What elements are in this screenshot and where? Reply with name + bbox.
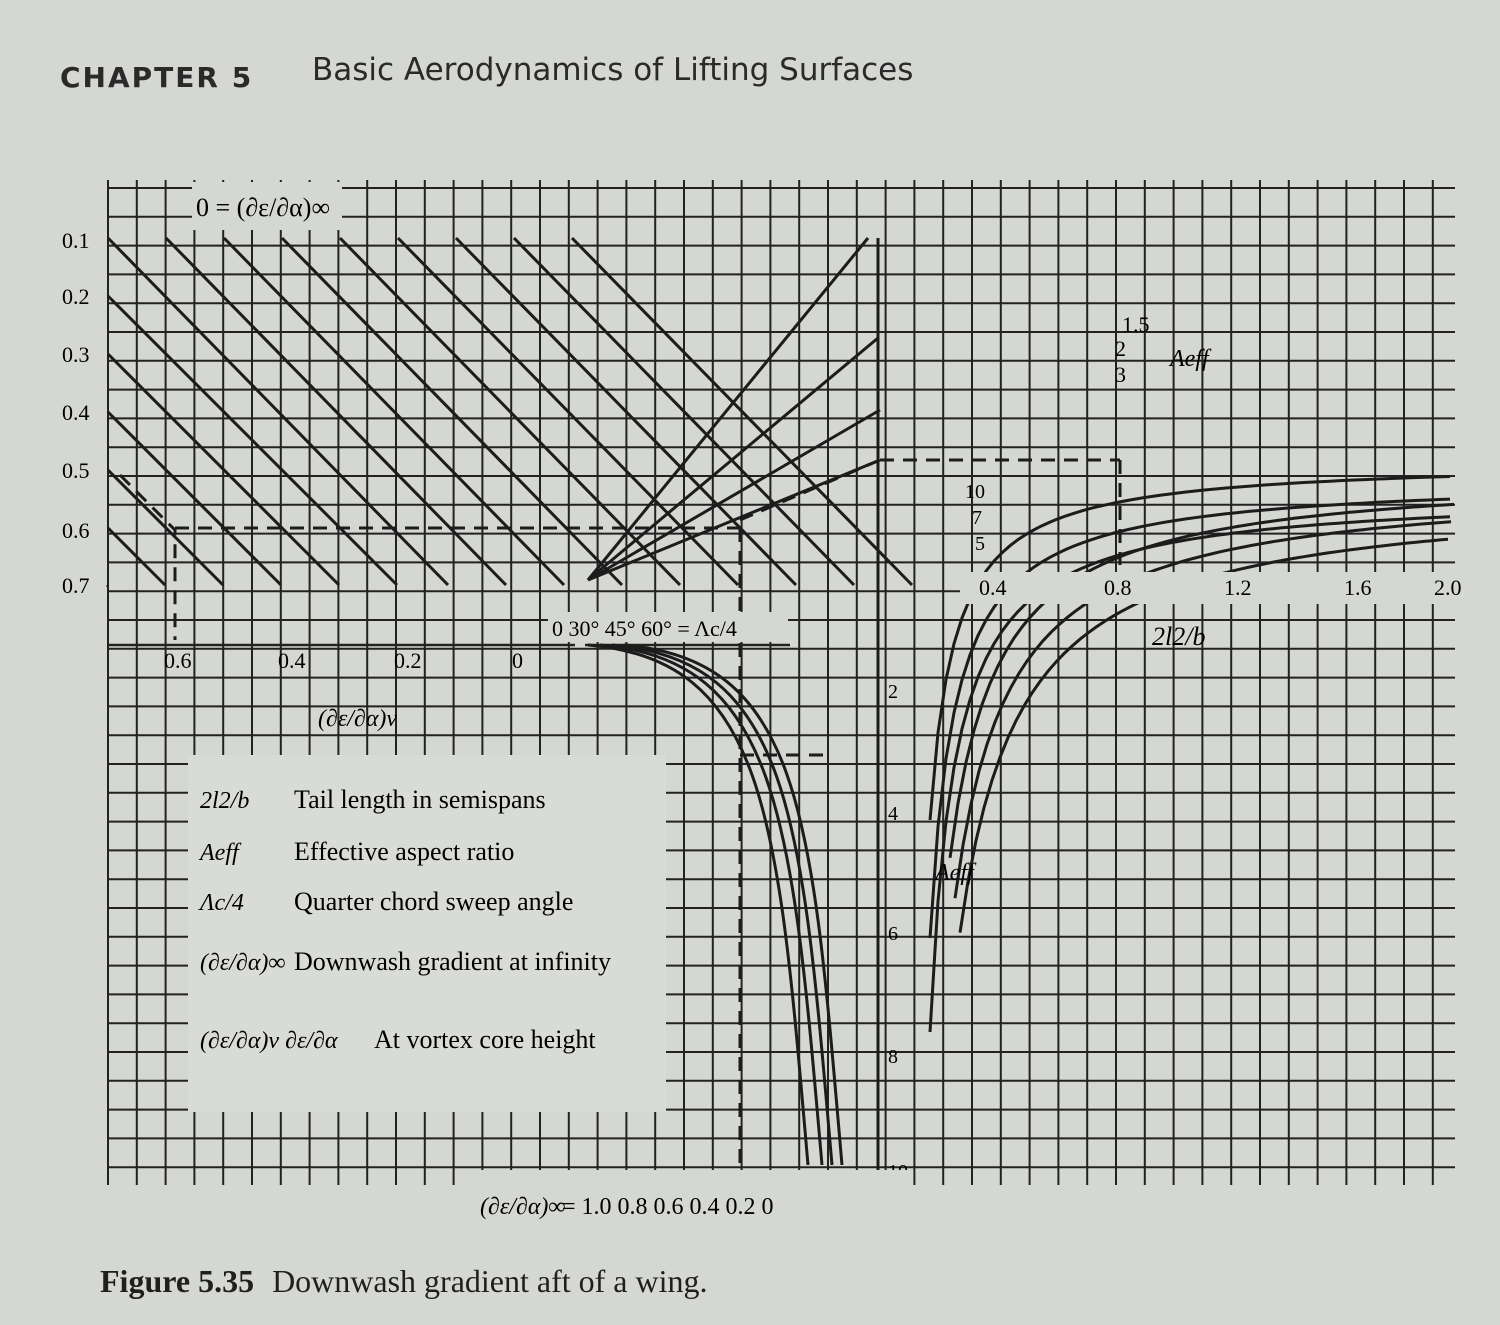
x-axis-label: 2l2/b [1152, 622, 1206, 651]
sweep-line-45 [588, 410, 880, 580]
bottom-axis-label: (∂ε/∂α)∞ [480, 1194, 566, 1220]
y-tick-label: 0.1 [62, 228, 90, 253]
diag-line [107, 585, 108, 586]
x-tick-label: 0.8 [1104, 575, 1132, 600]
aeff-lower-value: 7 [972, 507, 982, 529]
legend-text: Quarter chord sweep angle [294, 887, 574, 916]
aeff-label-top: Aeff [1170, 346, 1209, 372]
x-tick-label: 0.4 [979, 575, 1007, 600]
y-tick-label: 0.3 [62, 342, 90, 367]
curve-label-top: 0 = (∂ε/∂α)∞ [196, 193, 330, 222]
vertical-tick: 2 [888, 681, 898, 703]
vertical-tick: 4 [888, 803, 898, 825]
vertical-tick: 6 [888, 923, 898, 945]
legend-text: Effective aspect ratio [294, 837, 515, 866]
chapter-label: CHAPTER 5 [60, 61, 254, 94]
figure-caption [100, 1263, 708, 1299]
legend-symbol: 2l2/b [200, 788, 250, 814]
vertical-tick: 8 [888, 1046, 898, 1068]
caption-text: Downwash gradient aft of a wing. [272, 1263, 708, 1299]
x-tick-label: 1.2 [1224, 575, 1252, 600]
y-tick-label: 0.5 [62, 458, 90, 483]
aeff-upper-value: 3 [1115, 362, 1126, 387]
aeff-lower-value: 5 [975, 533, 985, 555]
sweep-ticks: 0 30° 45° 60° = Λc/4 [552, 616, 737, 641]
x-tick-label: 0.6 [164, 648, 192, 673]
legend-text: Tail length in semispans [294, 785, 546, 814]
dashed-guide [120, 475, 175, 640]
x-tick-label: 0 [512, 648, 523, 673]
y-tick-label: 0.6 [62, 518, 90, 543]
aeff-upper-value: 1.5 [1122, 312, 1150, 337]
x-tick-label: 0.4 [278, 648, 306, 673]
x-tick-label: 0.2 [394, 648, 422, 673]
y-tick-label: 0.4 [62, 400, 90, 425]
legend-symbol: (∂ε/∂α)∞ [200, 950, 286, 976]
x-axis-label: (∂ε/∂α)v [318, 706, 398, 732]
bottom-axis-ticks: = 1.0 0.8 0.6 0.4 0.2 0 [562, 1194, 774, 1220]
y-tick-label: 0.7 [62, 573, 90, 598]
y-tick-label: 0.2 [62, 284, 90, 309]
aeff-upper-value: 2 [1115, 336, 1126, 361]
legend-symbol: (∂ε/∂α)v ∂ε/∂α [200, 1028, 338, 1054]
x-ticks-bg [960, 572, 1460, 604]
aeff-label-bottom: Aeff [935, 860, 974, 886]
aeff-curve-upper [930, 499, 1450, 938]
legend-text: Downwash gradient at infinity [294, 947, 611, 976]
x-tick-label: 1.6 [1344, 575, 1372, 600]
chapter-title: Basic Aerodynamics of Lifting Surfaces [312, 52, 914, 88]
legend-text: At vortex core height [374, 1025, 596, 1054]
figure-number: Figure 5.35 [100, 1263, 255, 1299]
x-tick-label: 2.0 [1434, 575, 1462, 600]
legend-symbol: Aeff [200, 840, 239, 866]
aeff-lower-value: 10 [965, 481, 985, 503]
legend-symbol: Λc/4 [200, 890, 244, 916]
sweep-line-30 [588, 338, 878, 580]
